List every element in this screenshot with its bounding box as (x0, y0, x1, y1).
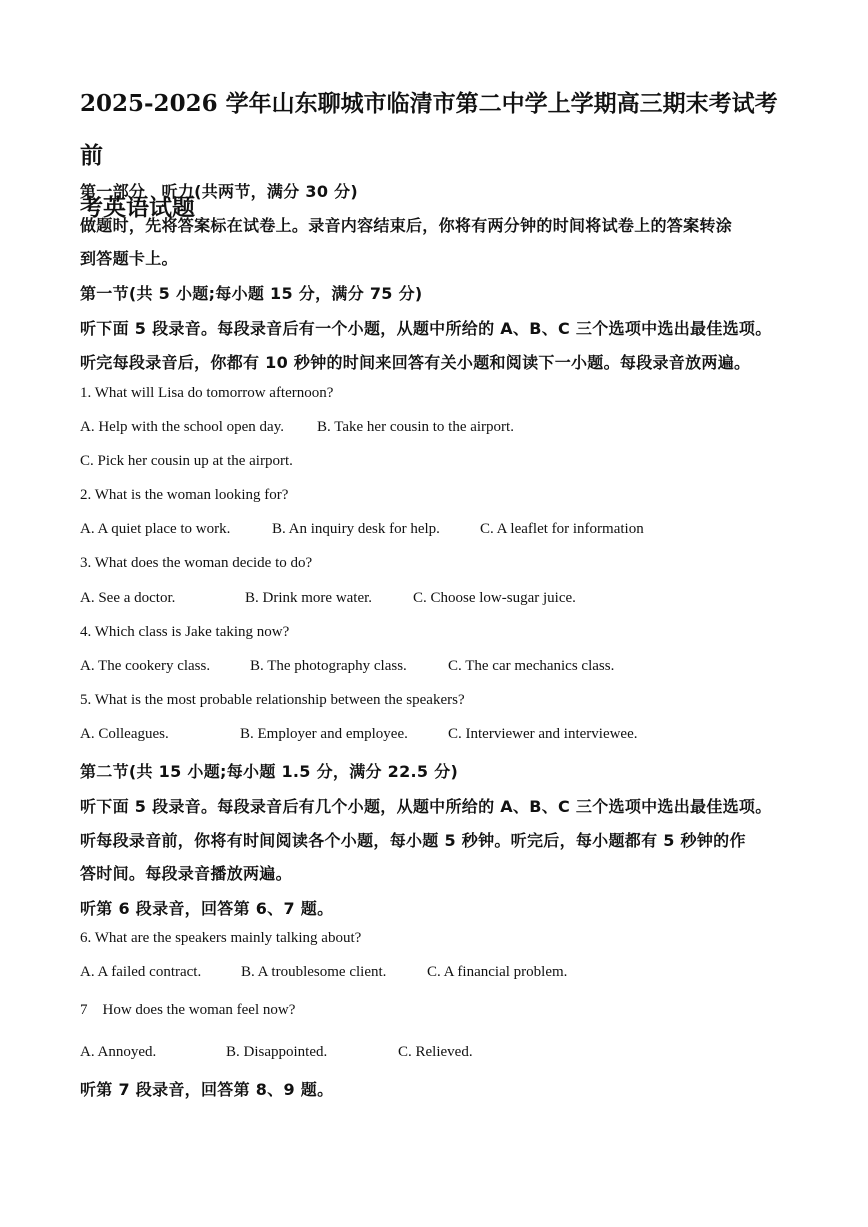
part1-instructions-line-1: 做题时，先将答案标在试卷上。录音内容结束后，你将有两分钟的时间将试卷上的答案转涂 (80, 216, 733, 235)
title-line-2: 考英语试题 (80, 194, 195, 221)
part1-instructions-line-2: 到答题卡上。 (80, 249, 178, 268)
question-4-option-b: B. The photography class. (250, 658, 407, 674)
section1-instructions-line-1: 听下面 5 段录音。每段录音后有一个小题，从题中所给的 A、B、C 三个选项中选出最佳选项。 (80, 319, 772, 338)
question-6: 6. What are the speakers mainly talking about? (80, 930, 362, 946)
question-5-option-c: C. Interviewer and interviewee. (448, 726, 638, 742)
question-7-option-c: C. Relieved. (398, 1044, 473, 1060)
question-2-option-b: B. An inquiry desk for help. (272, 521, 440, 537)
recording-6-heading: 听第 6 段录音，回答第 6、7 题。 (80, 899, 334, 918)
question-2-option-c: C. A leaflet for information (480, 521, 644, 537)
section1-heading: 第一节(共 5 小题;每小题 15 分，满分 75 分) (80, 284, 423, 303)
question-5-option-b: B. Employer and employee. (240, 726, 408, 742)
question-3: 3. What does the woman decide to do? (80, 555, 313, 571)
section1-instructions-line-2: 听完每段录音后，你都有 10 秒钟的时间来回答有关小题和阅读下一小题。每段录音放两遍。 (80, 353, 751, 372)
question-5: 5. What is the most probable relationship between the speakers? (80, 692, 465, 708)
question-6-option-b: B. A troublesome client. (241, 964, 387, 980)
title-line-1: 2025-2026 学年山东聊城市临清市第二中学上学期高三期末考试考前 (80, 90, 778, 169)
question-7-option-a: A. Annoyed. (80, 1044, 157, 1060)
part1-heading: 第一部分 听力(共两节，满分 30 分) (80, 182, 359, 201)
question-1-option-a: A. Help with the school open day. (80, 419, 284, 435)
question-3-option-c: C. Choose low-sugar juice. (413, 590, 576, 606)
section2-instructions-line-1: 听下面 5 段录音。每段录音后有几个小题，从题中所给的 A、B、C 三个选项中选出最佳选项。 (80, 797, 772, 816)
question-3-option-b: B. Drink more water. (245, 590, 373, 606)
question-7-option-b: B. Disappointed. (226, 1044, 328, 1060)
question-1: 1. What will Lisa do tomorrow afternoon? (80, 385, 334, 401)
question-2: 2. What is the woman looking for? (80, 487, 289, 503)
question-2-option-a: A. A quiet place to work. (80, 521, 231, 537)
section2-instructions-line-2: 听每段录音前，你将有时间阅读各个小题，每小题 5 秒钟。听完后，每小题都有 5 秒钟的作 (80, 831, 746, 850)
section2-instructions-line-3: 答时间。每段录音播放两遍。 (80, 864, 292, 883)
question-1-option-b: B. Take her cousin to the airport. (317, 419, 514, 435)
question-4: 4. Which class is Jake taking now? (80, 624, 290, 640)
question-6-option-a: A. A failed contract. (80, 964, 202, 980)
question-7: 7 How does the woman feel now? (80, 1002, 296, 1018)
question-5-option-a: A. Colleagues. (80, 726, 169, 742)
question-4-option-c: C. The car mechanics class. (448, 658, 615, 674)
question-1-option-c: C. Pick her cousin up at the airport. (80, 453, 293, 469)
question-3-option-a: A. See a doctor. (80, 590, 176, 606)
recording-7-heading: 听第 7 段录音，回答第 8、9 题。 (80, 1080, 334, 1099)
question-6-option-c: C. A financial problem. (427, 964, 568, 980)
question-4-option-a: A. The cookery class. (80, 658, 211, 674)
section2-heading: 第二节(共 15 小题;每小题 1.5 分，满分 22.5 分) (80, 762, 459, 781)
document-title (80, 78, 790, 234)
